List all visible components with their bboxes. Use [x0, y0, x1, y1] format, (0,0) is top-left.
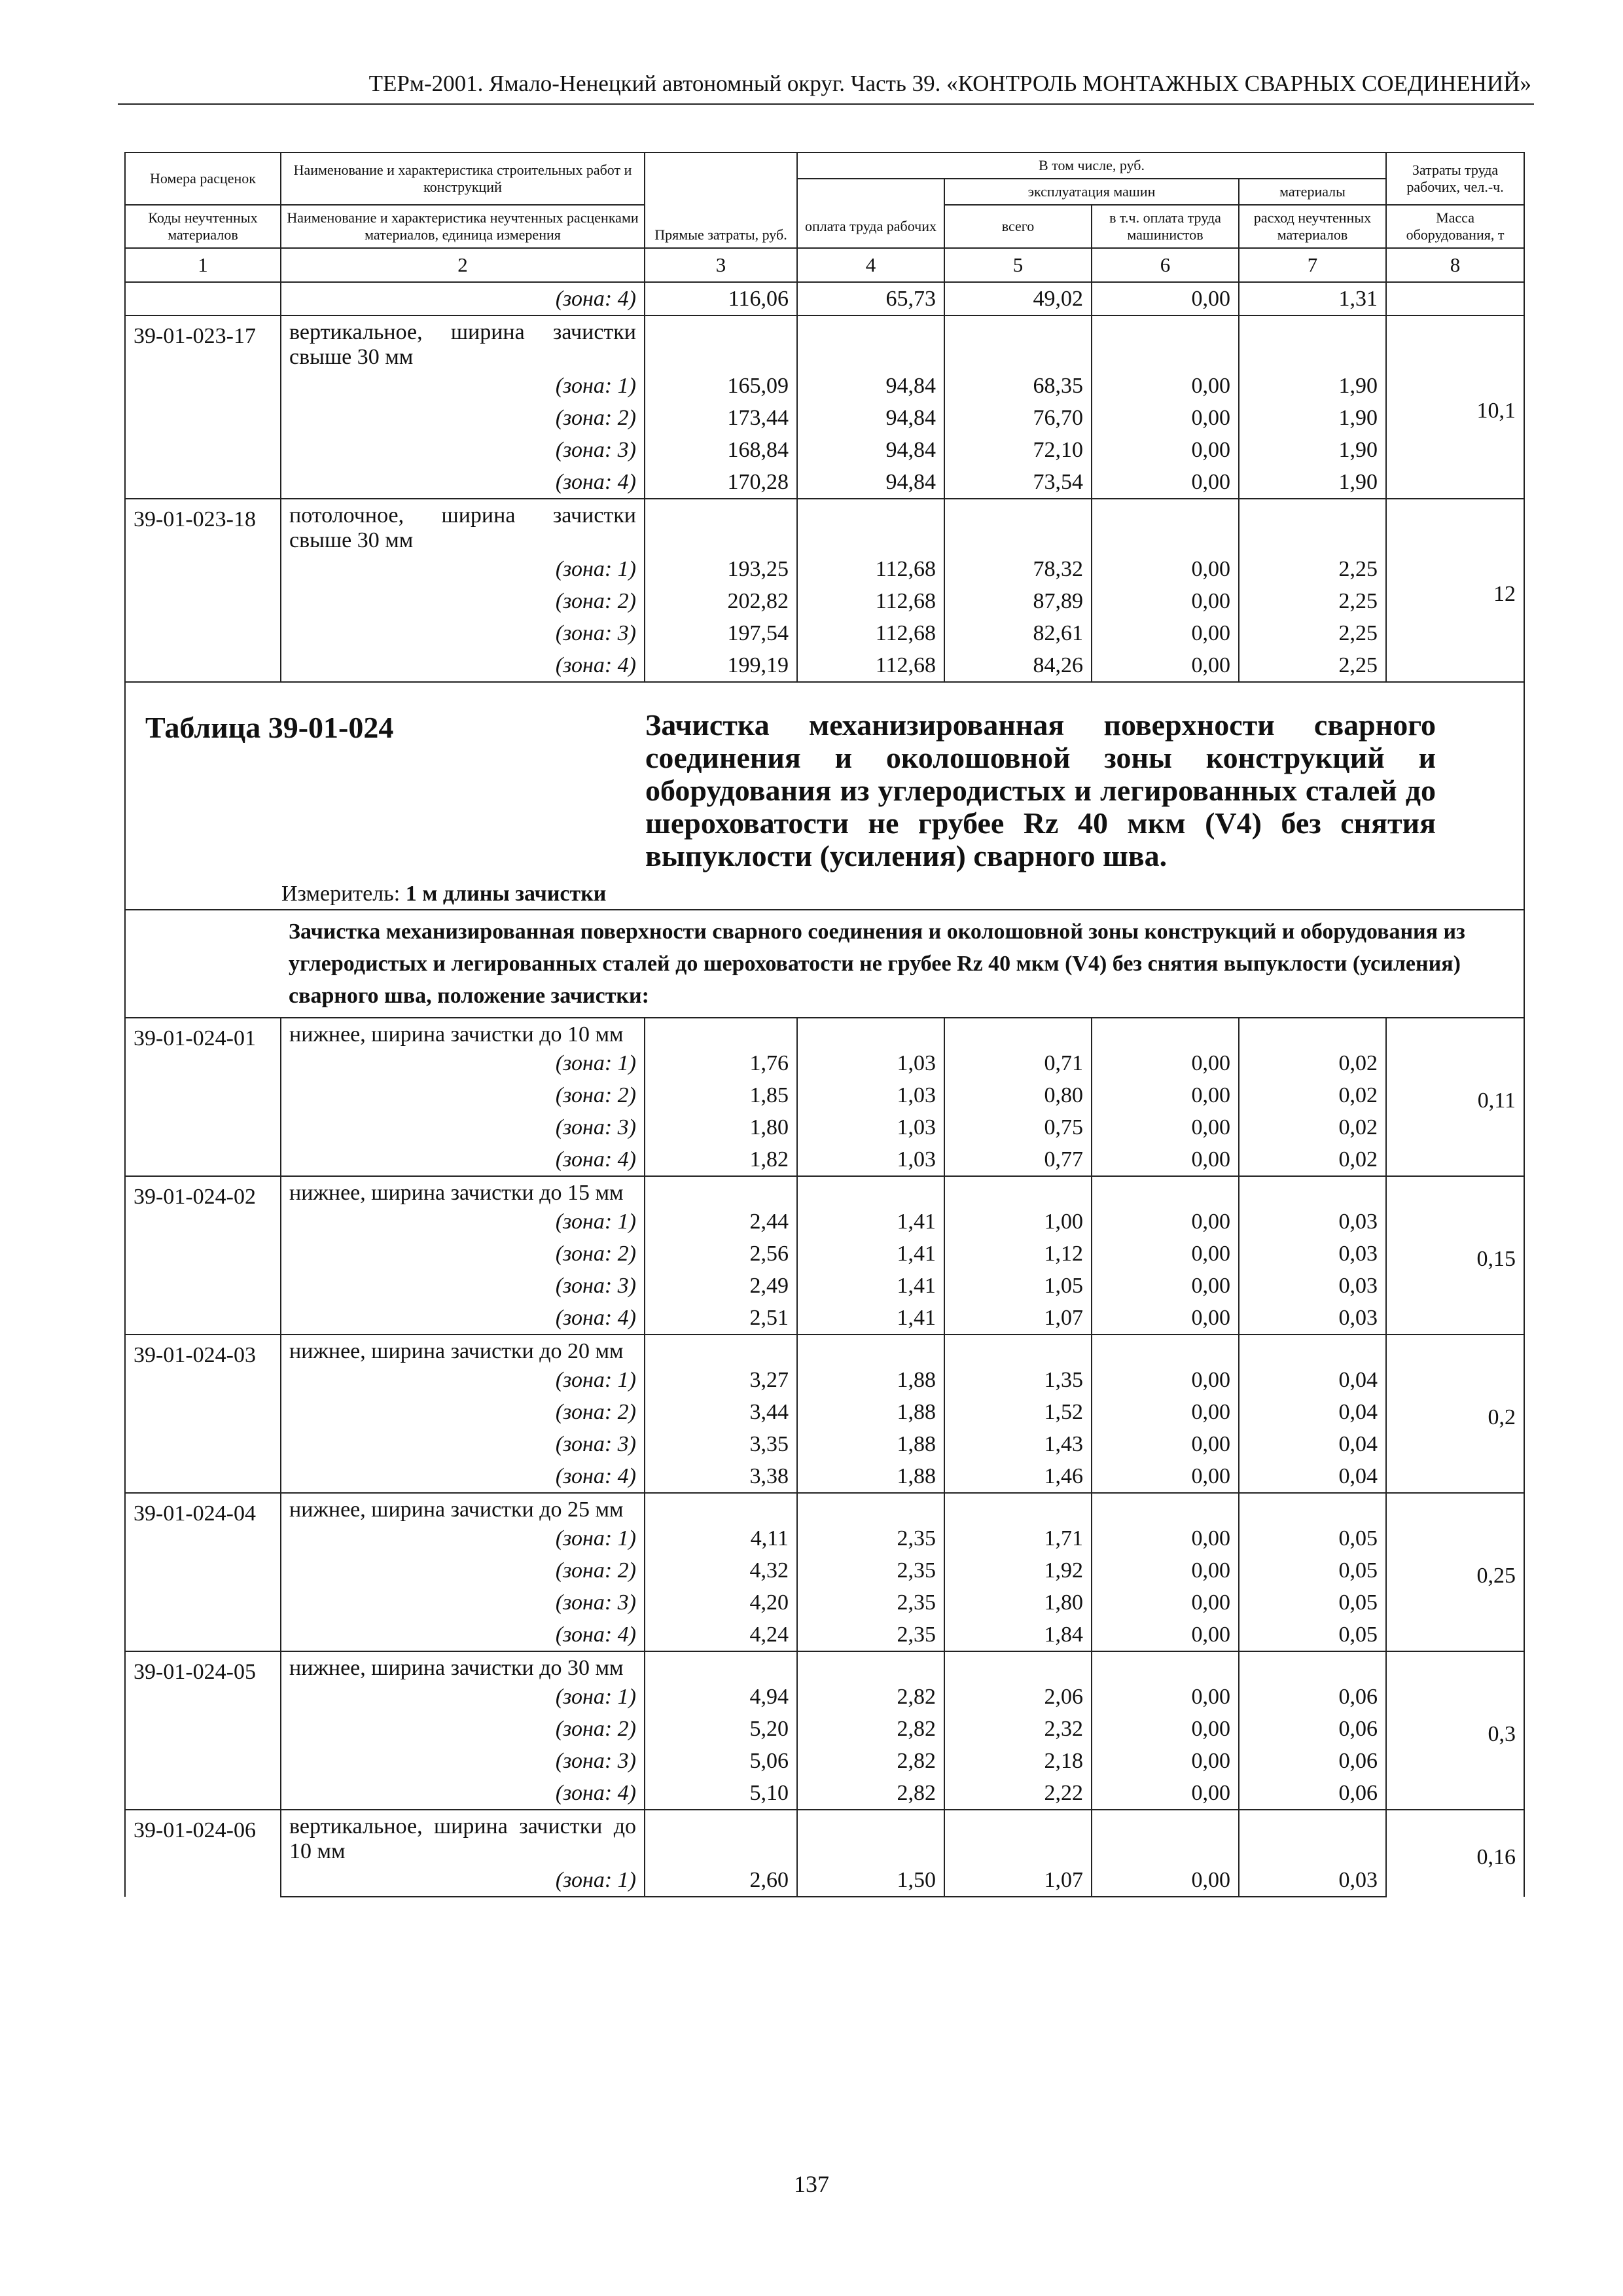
- direct-costs-value: 116,06: [645, 282, 797, 315]
- rate-code-cell: [125, 282, 281, 315]
- table-row: [125, 402, 1524, 434]
- rate-item-row: [125, 1335, 1524, 1364]
- table-row: [125, 1745, 1524, 1777]
- table-row: [125, 1460, 1524, 1493]
- hdr-material-codes: Коды неучтенных материалов: [125, 205, 281, 248]
- worker-pay-value: 65,73: [797, 282, 944, 315]
- table-row: [125, 1270, 1524, 1302]
- machine-total-value: 73,54: [944, 466, 1092, 499]
- rate-item-row: [125, 1493, 1524, 1522]
- machine-total-value: 1,92: [944, 1554, 1092, 1587]
- direct-costs-value: 3,35: [645, 1428, 797, 1460]
- machine-total-value: 2,18: [944, 1745, 1092, 1777]
- direct-costs-value: 4,32: [645, 1554, 797, 1587]
- zone-label: (зона: 3): [281, 434, 645, 466]
- machine-total-value: 1,84: [944, 1619, 1092, 1651]
- worker-pay-value: 1,03: [797, 1047, 944, 1079]
- running-header: ТЕРм-2001. Ямало-Ненецкий автономный округ. Часть 39. «КОНТРОЛЬ МОНТАЖНЫХ СВАРНЫХ СОЕДИНЕНИЙ»: [368, 71, 1531, 96]
- table-row: [125, 649, 1524, 682]
- materials-value: 2,25: [1239, 617, 1386, 649]
- worker-pay-value: 1,88: [797, 1428, 944, 1460]
- operator-pay-value: 0,00: [1092, 1111, 1239, 1143]
- worker-pay-value: 2,35: [797, 1587, 944, 1619]
- materials-value: 0,02: [1239, 1143, 1386, 1176]
- section-subheading: Зачистка механизированная поверхности сварного соединения и околошовной зоны конструкций и оборудования из углеродистых и легированных сталей до шероховатости не грубее Rz 40 мкм (V4) без снятия выпуклости (усиления) сварного шва, положение зачистки:: [281, 910, 1524, 1018]
- materials-value: 0,04: [1239, 1396, 1386, 1428]
- machine-total-value: 82,61: [944, 617, 1092, 649]
- operator-pay-value: 0,00: [1092, 553, 1239, 585]
- worker-pay-value: 1,88: [797, 1460, 944, 1493]
- operator-pay-value: 0,00: [1092, 1079, 1239, 1111]
- materials-value: 1,31: [1239, 282, 1386, 315]
- operator-pay-value: 0,00: [1092, 466, 1239, 499]
- worker-pay-value: 1,41: [797, 1206, 944, 1238]
- zone-label: (зона: 1): [281, 553, 645, 585]
- rate-item-row: [125, 315, 1524, 370]
- table-row: [125, 1587, 1524, 1619]
- operator-pay-value: 0,00: [1092, 617, 1239, 649]
- materials-value: 0,03: [1239, 1270, 1386, 1302]
- zone-label: (зона: 1): [281, 1522, 645, 1554]
- direct-costs-value: 2,44: [645, 1206, 797, 1238]
- worker-pay-value: 94,84: [797, 434, 944, 466]
- worker-pay-value: 1,03: [797, 1143, 944, 1176]
- materials-value: 0,04: [1239, 1460, 1386, 1493]
- hdr-operator-pay: в т.ч. оплата труда машинистов: [1092, 205, 1239, 248]
- table-row: [125, 585, 1524, 617]
- machine-total-value: 76,70: [944, 402, 1092, 434]
- zone-label: (зона: 4): [281, 466, 645, 499]
- table-block: [125, 682, 1524, 1018]
- materials-value: 0,02: [1239, 1047, 1386, 1079]
- table-row: [125, 1079, 1524, 1111]
- materials-value: 0,02: [1239, 1079, 1386, 1111]
- table-row: [125, 1238, 1524, 1270]
- col-number: 5: [944, 248, 1092, 282]
- table-row: [125, 1047, 1524, 1079]
- materials-value: 0,06: [1239, 1745, 1386, 1777]
- labor-cell: [1386, 282, 1524, 315]
- zone-label: (зона: 2): [281, 1238, 645, 1270]
- col-number: 8: [1386, 248, 1524, 282]
- direct-costs-value: 170,28: [645, 466, 797, 499]
- operator-pay-value: 0,00: [1092, 282, 1239, 315]
- zone-label: (зона: 2): [281, 1554, 645, 1587]
- table-row: [125, 466, 1524, 499]
- materials-value: 0,03: [1239, 1302, 1386, 1335]
- labor-costs-value: 12: [1386, 499, 1524, 682]
- direct-costs-value: 2,60: [645, 1864, 797, 1897]
- labor-costs-value: 10,1: [1386, 315, 1524, 499]
- materials-value: 1,90: [1239, 370, 1386, 402]
- machine-total-value: 78,32: [944, 553, 1092, 585]
- worker-pay-value: 2,35: [797, 1554, 944, 1587]
- operator-pay-value: 0,00: [1092, 1864, 1239, 1897]
- zone-label: (зона: 4): [281, 1143, 645, 1176]
- rate-description: вертикальное, ширина зачистки до 10 мм: [281, 1810, 645, 1864]
- materials-value: 0,06: [1239, 1681, 1386, 1713]
- worker-pay-value: 94,84: [797, 466, 944, 499]
- worker-pay-value: 2,35: [797, 1522, 944, 1554]
- worker-pay-value: 1,41: [797, 1270, 944, 1302]
- materials-value: 0,05: [1239, 1619, 1386, 1651]
- rate-item-row: [125, 1651, 1524, 1681]
- table-row: [125, 434, 1524, 466]
- table-row: [125, 1364, 1524, 1396]
- direct-costs-value: 3,38: [645, 1460, 797, 1493]
- materials-value: 0,03: [1239, 1238, 1386, 1270]
- materials-value: 2,25: [1239, 553, 1386, 585]
- operator-pay-value: 0,00: [1092, 1681, 1239, 1713]
- table-row: [125, 1777, 1524, 1810]
- page-number: 137: [794, 2171, 829, 2197]
- operator-pay-value: 0,00: [1092, 402, 1239, 434]
- direct-costs-value: 3,27: [645, 1364, 797, 1396]
- materials-value: 0,06: [1239, 1777, 1386, 1810]
- col-number: 2: [281, 248, 645, 282]
- operator-pay-value: 0,00: [1092, 434, 1239, 466]
- worker-pay-value: 2,82: [797, 1681, 944, 1713]
- rate-code: 39-01-024-06: [125, 1810, 281, 1897]
- operator-pay-value: 0,00: [1092, 1428, 1239, 1460]
- direct-costs-value: 4,94: [645, 1681, 797, 1713]
- materials-value: 1,90: [1239, 402, 1386, 434]
- zone-label: (зона: 3): [281, 617, 645, 649]
- hdr-material-usage: расход неучтенных материалов: [1239, 205, 1386, 248]
- table-row: [125, 1522, 1524, 1554]
- machine-total-value: 1,46: [944, 1460, 1092, 1493]
- machine-total-value: 1,43: [944, 1428, 1092, 1460]
- operator-pay-value: 0,00: [1092, 585, 1239, 617]
- machine-total-value: 1,52: [944, 1396, 1092, 1428]
- machine-total-value: 1,07: [944, 1302, 1092, 1335]
- machine-total-value: 72,10: [944, 434, 1092, 466]
- table-row: [125, 1396, 1524, 1428]
- zone-label: (зона: 2): [281, 1396, 645, 1428]
- zone-label: (зона: 3): [281, 1428, 645, 1460]
- hdr-machine-operation: эксплуатация машин: [944, 179, 1239, 205]
- table-row: [125, 1428, 1524, 1460]
- operator-pay-value: 0,00: [1092, 1143, 1239, 1176]
- zone-label: (зона: 1): [281, 1364, 645, 1396]
- machine-total-value: 1,80: [944, 1587, 1092, 1619]
- hdr-including: В том числе, руб.: [797, 152, 1386, 179]
- materials-value: 0,03: [1239, 1206, 1386, 1238]
- zone-label: (зона: 1): [281, 1047, 645, 1079]
- direct-costs-value: 1,76: [645, 1047, 797, 1079]
- rate-description: вертикальное, ширина зачистки свыше 30 мм: [281, 315, 645, 370]
- zone-label: (зона: 4): [281, 282, 645, 315]
- machine-total-value: 1,05: [944, 1270, 1092, 1302]
- worker-pay-value: 1,50: [797, 1864, 944, 1897]
- machine-total-value: 1,00: [944, 1206, 1092, 1238]
- direct-costs-value: 4,20: [645, 1587, 797, 1619]
- zone-label: (зона: 1): [281, 1681, 645, 1713]
- direct-costs-value: 168,84: [645, 434, 797, 466]
- operator-pay-value: 0,00: [1092, 1522, 1239, 1554]
- operator-pay-value: 0,00: [1092, 1206, 1239, 1238]
- header-rule: [118, 103, 1534, 105]
- machine-total-value: 1,12: [944, 1238, 1092, 1270]
- zone-label: (зона: 2): [281, 1079, 645, 1111]
- rate-item-row: [125, 499, 1524, 553]
- table-title: Зачистка механизированная поверхности сварного соединения и околошовной зоны конструкций и оборудования из углеродистых и легированных сталей до шероховатости не грубее Rz 40 мкм (V4) без снятия выпуклости (усиления) сварного шва.: [645, 708, 1436, 872]
- zone-label: (зона: 4): [281, 1619, 645, 1651]
- direct-costs-value: 2,56: [645, 1238, 797, 1270]
- operator-pay-value: 0,00: [1092, 1396, 1239, 1428]
- table-row: [125, 1554, 1524, 1587]
- direct-costs-value: 2,51: [645, 1302, 797, 1335]
- table-row: [125, 1111, 1524, 1143]
- labor-costs-value: 0,3: [1386, 1651, 1524, 1810]
- direct-costs-value: 4,24: [645, 1619, 797, 1651]
- worker-pay-value: 1,41: [797, 1302, 944, 1335]
- machine-total-value: 2,32: [944, 1713, 1092, 1745]
- hdr-materials: материалы: [1239, 179, 1386, 205]
- labor-costs-value: 0,16: [1386, 1810, 1524, 1897]
- operator-pay-value: 0,00: [1092, 649, 1239, 682]
- machine-total-value: 49,02: [944, 282, 1092, 315]
- zone-label: (зона: 3): [281, 1270, 645, 1302]
- operator-pay-value: 0,00: [1092, 1554, 1239, 1587]
- materials-value: 0,03: [1239, 1864, 1386, 1897]
- zone-label: (зона: 4): [281, 1302, 645, 1335]
- rate-description: нижнее, ширина зачистки до 20 мм: [281, 1335, 645, 1364]
- rate-description: нижнее, ширина зачистки до 15 мм: [281, 1176, 645, 1206]
- col-number: 6: [1092, 248, 1239, 282]
- direct-costs-value: 2,49: [645, 1270, 797, 1302]
- col-number: 4: [797, 248, 944, 282]
- worker-pay-value: 1,88: [797, 1364, 944, 1396]
- direct-costs-value: 1,85: [645, 1079, 797, 1111]
- rate-item-row: [125, 1176, 1524, 1206]
- rate-item-row: [125, 1810, 1524, 1864]
- machine-total-value: 1,71: [944, 1522, 1092, 1554]
- operator-pay-value: 0,00: [1092, 1587, 1239, 1619]
- direct-costs-value: 197,54: [645, 617, 797, 649]
- machine-total-value: 1,35: [944, 1364, 1092, 1396]
- direct-costs-value: 5,10: [645, 1777, 797, 1810]
- zone-label: (зона: 1): [281, 370, 645, 402]
- rate-description: потолочное, ширина зачистки свыше 30 мм: [281, 499, 645, 553]
- machine-total-value: 0,80: [944, 1079, 1092, 1111]
- worker-pay-value: 2,82: [797, 1713, 944, 1745]
- materials-value: 0,02: [1239, 1111, 1386, 1143]
- machine-total-value: 2,22: [944, 1777, 1092, 1810]
- col-number: 1: [125, 248, 281, 282]
- rate-code: 39-01-024-02: [125, 1176, 281, 1335]
- table-row: [125, 617, 1524, 649]
- zone-label: (зона: 3): [281, 1745, 645, 1777]
- machine-total-value: 0,71: [944, 1047, 1092, 1079]
- materials-value: 1,90: [1239, 466, 1386, 499]
- hdr-total: всего: [944, 205, 1092, 248]
- worker-pay-value: 112,68: [797, 553, 944, 585]
- direct-costs-value: 165,09: [645, 370, 797, 402]
- labor-costs-value: 0,11: [1386, 1018, 1524, 1176]
- zone-label: (зона: 1): [281, 1206, 645, 1238]
- hdr-work-name: Наименование и характеристика строительных работ и конструкций: [281, 152, 645, 205]
- zone-label: (зона: 3): [281, 1111, 645, 1143]
- table-row: [125, 1681, 1524, 1713]
- measure-label: Измеритель:: [281, 882, 401, 906]
- table-row: [125, 1713, 1524, 1745]
- rate-code: 39-01-024-01: [125, 1018, 281, 1176]
- rate-code: 39-01-024-04: [125, 1493, 281, 1651]
- materials-value: 0,05: [1239, 1522, 1386, 1554]
- direct-costs-value: 1,82: [645, 1143, 797, 1176]
- worker-pay-value: 1,03: [797, 1079, 944, 1111]
- direct-costs-value: 5,06: [645, 1745, 797, 1777]
- operator-pay-value: 0,00: [1092, 1619, 1239, 1651]
- labor-costs-value: 0,2: [1386, 1335, 1524, 1493]
- machine-total-value: 1,07: [944, 1864, 1092, 1897]
- table-row: [125, 1619, 1524, 1651]
- materials-value: 2,25: [1239, 649, 1386, 682]
- rate-code: 39-01-024-05: [125, 1651, 281, 1810]
- worker-pay-value: 2,82: [797, 1777, 944, 1810]
- materials-value: 0,06: [1239, 1713, 1386, 1745]
- worker-pay-value: 94,84: [797, 370, 944, 402]
- worker-pay-value: 1,41: [797, 1238, 944, 1270]
- rates-table: [124, 152, 1525, 1897]
- worker-pay-value: 94,84: [797, 402, 944, 434]
- operator-pay-value: 0,00: [1092, 1270, 1239, 1302]
- operator-pay-value: 0,00: [1092, 1302, 1239, 1335]
- operator-pay-value: 0,00: [1092, 1047, 1239, 1079]
- table-row: [125, 282, 1524, 315]
- direct-costs-value: 4,11: [645, 1522, 797, 1554]
- zone-label: (зона: 4): [281, 649, 645, 682]
- col-number: 7: [1239, 248, 1386, 282]
- zone-label: (зона: 4): [281, 1777, 645, 1810]
- rate-description: нижнее, ширина зачистки до 10 мм: [281, 1018, 645, 1047]
- table-row: [125, 1864, 1524, 1897]
- measure-value: 1 м длины зачистки: [405, 882, 607, 906]
- worker-pay-value: 1,03: [797, 1111, 944, 1143]
- hdr-material-names: Наименование и характеристика неучтенных расценками материалов, единица измерения: [281, 205, 645, 248]
- hdr-labor-costs: Затраты труда рабочих, чел.-ч.: [1386, 152, 1524, 205]
- rate-description: нижнее, ширина зачистки до 25 мм: [281, 1493, 645, 1522]
- zone-label: (зона: 2): [281, 402, 645, 434]
- worker-pay-value: 2,35: [797, 1619, 944, 1651]
- direct-costs-value: 3,44: [645, 1396, 797, 1428]
- rate-description: нижнее, ширина зачистки до 30 мм: [281, 1651, 645, 1681]
- operator-pay-value: 0,00: [1092, 1713, 1239, 1745]
- table-row: [125, 553, 1524, 585]
- direct-costs-value: 199,19: [645, 649, 797, 682]
- col-number: 3: [645, 248, 797, 282]
- rate-code: 39-01-023-18: [125, 499, 281, 682]
- zone-label: (зона: 4): [281, 1460, 645, 1493]
- table-row: [125, 1206, 1524, 1238]
- materials-value: 0,05: [1239, 1587, 1386, 1619]
- direct-costs-value: 193,25: [645, 553, 797, 585]
- worker-pay-value: 112,68: [797, 649, 944, 682]
- table-row: [125, 370, 1524, 402]
- rates-body-current: [125, 1018, 1524, 1897]
- machine-total-value: 2,06: [944, 1681, 1092, 1713]
- zone-label: (зона: 1): [281, 1864, 645, 1897]
- operator-pay-value: 0,00: [1092, 1238, 1239, 1270]
- materials-value: 0,04: [1239, 1428, 1386, 1460]
- machine-total-value: 68,35: [944, 370, 1092, 402]
- hdr-worker-pay-spacer: [797, 179, 944, 205]
- worker-pay-value: 112,68: [797, 617, 944, 649]
- hdr-rate-numbers: Номера расценок: [125, 152, 281, 205]
- rates-body-previous: [125, 282, 1524, 682]
- operator-pay-value: 0,00: [1092, 1460, 1239, 1493]
- labor-costs-value: 0,25: [1386, 1493, 1524, 1651]
- worker-pay-value: 112,68: [797, 585, 944, 617]
- hdr-direct-costs: Прямые затраты, руб.: [645, 152, 797, 248]
- direct-costs-value: 173,44: [645, 402, 797, 434]
- measure-line: [281, 878, 606, 910]
- operator-pay-value: 0,00: [1092, 1745, 1239, 1777]
- zone-label: (зона: 2): [281, 1713, 645, 1745]
- worker-pay-value: 2,82: [797, 1745, 944, 1777]
- materials-value: 1,90: [1239, 434, 1386, 466]
- rate-code: 39-01-023-17: [125, 315, 281, 499]
- labor-costs-value: 0,15: [1386, 1176, 1524, 1335]
- operator-pay-value: 0,00: [1092, 1364, 1239, 1396]
- table-number: Таблица 39-01-024: [145, 711, 394, 744]
- hdr-worker-pay: оплата труда рабочих: [797, 205, 944, 248]
- worker-pay-value: 1,88: [797, 1396, 944, 1428]
- direct-costs-value: 5,20: [645, 1713, 797, 1745]
- operator-pay-value: 0,00: [1092, 370, 1239, 402]
- operator-pay-value: 0,00: [1092, 1777, 1239, 1810]
- table-row: [125, 1143, 1524, 1176]
- direct-costs-value: 202,82: [645, 585, 797, 617]
- materials-value: 0,05: [1239, 1554, 1386, 1587]
- zone-label: (зона: 2): [281, 585, 645, 617]
- zone-label: (зона: 3): [281, 1587, 645, 1619]
- materials-value: 2,25: [1239, 585, 1386, 617]
- machine-total-value: 87,89: [944, 585, 1092, 617]
- materials-value: 0,04: [1239, 1364, 1386, 1396]
- machine-total-value: 84,26: [944, 649, 1092, 682]
- direct-costs-value: 1,80: [645, 1111, 797, 1143]
- table-row: [125, 1302, 1524, 1335]
- rate-item-row: [125, 1018, 1524, 1047]
- rate-code: 39-01-024-03: [125, 1335, 281, 1493]
- hdr-equipment-mass: Масса оборудования, т: [1386, 205, 1524, 248]
- machine-total-value: 0,75: [944, 1111, 1092, 1143]
- machine-total-value: 0,77: [944, 1143, 1092, 1176]
